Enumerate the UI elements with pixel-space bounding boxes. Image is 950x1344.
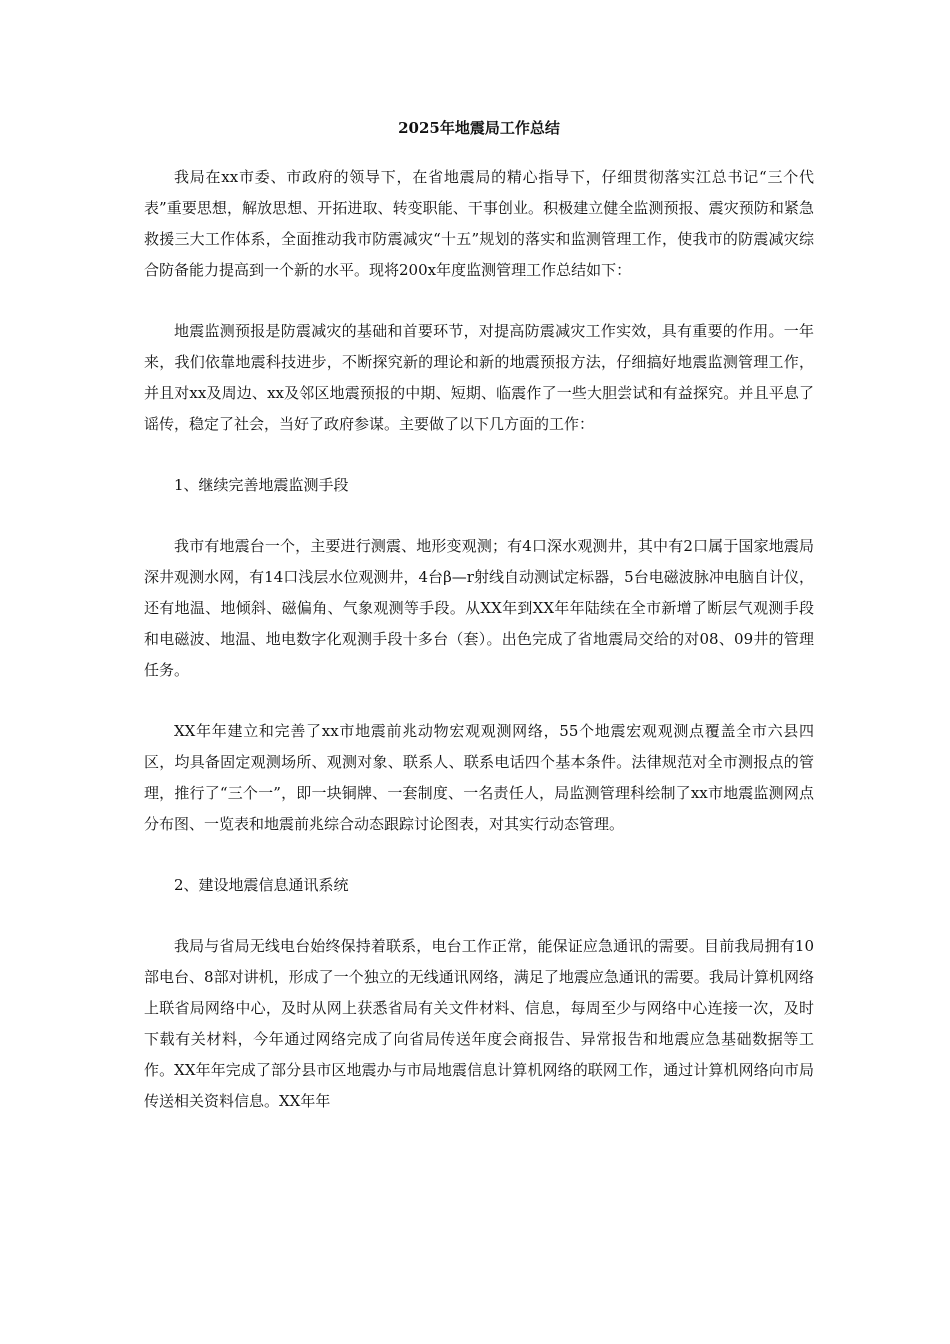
section-heading-monitoring-means: 1、继续完善地震监测手段 bbox=[174, 476, 349, 494]
section-heading-communication-system: 2、建设地震信息通讯系统 bbox=[174, 876, 349, 894]
paragraph-monitoring-equipment: 我市有地震台一个，主要进行测震、地形变观测；有4口深水观测井，其中有2口属于国家地震局深井观测水网，有14口浅层水位观测井，4台β—r射线自动测试定标器，5台电磁波脉冲电脑自计仪，还有地温、地倾斜、磁偏角、气象观测等手段。从XX年到XX年年陆续在全市新增了断层气观测手段和电磁波、地温、地电数字化观测手段十多台（套）。出色完成了省地震局交给的对08、09井的管理任务。 bbox=[144, 537, 814, 679]
document-title: 2025年地震局工作总结 bbox=[398, 119, 560, 137]
paragraph-intro: 我局在xx市委、市政府的领导下，在省地震局的精心指导下，仔细贯彻落实江总书记“三个代表”重要思想，解放思想、开拓进取、转变职能、干事创业。积极建立健全监测预报、震灾预防和紧急救援三大工作体系，全面推动我市防震减灾“十五”规划的落实和监测管理工作，使我市的防震减灾综合防备能力提高到一个新的水平。现将200x年度监测管理工作总结如下： bbox=[144, 168, 814, 279]
paragraph-observation-network: XX年年建立和完善了xx市地震前兆动物宏观观测网络，55个地震宏观观测点覆盖全市六县四区，均具备固定观测场所、观测对象、联系人、联系电话四个基本条件。法律规范对全市测报点的管理，推行了“三个一”，即一块铜牌、一套制度、一名责任人，局监测管理科绘制了xx市地震监测网点分布图、一览表和地震前兆综合动态跟踪讨论图表，对其实行动态管理。 bbox=[144, 722, 814, 833]
paragraph-monitoring-overview: 地震监测预报是防震减灾的基础和首要环节，对提高防震减灾工作实效，具有重要的作用。一年来，我们依靠地震科技进步，不断探究新的理论和新的地震预报方法，仔细搞好地震监测管理工作，并且对xx及周边、xx及邻区地震预报的中期、短期、临震作了一些大胆尝试和有益探究。并且平息了谣传，稳定了社会，当好了政府参谋。主要做了以下几方面的工作： bbox=[144, 322, 814, 433]
paragraph-communication-details: 我局与省局无线电台始终保持着联系，电台工作正常，能保证应急通讯的需要。目前我局拥有10部电台、8部对讲机，形成了一个独立的无线通讯网络，满足了地震应急通讯的需要。我局计算机网络上联省局网络中心，及时从网上获悉省局有关文件材料、信息，每周至少与网络中心连接一次，及时下载有关材料，今年通过网络完成了向省局传送年度会商报告、异常报告和地震应急基础数据等工作。XX年年完成了部分县市区地震办与市局地震信息计算机网络的联网工作，通过计算机网络向市局传送相关资料信息。XX年年 bbox=[144, 937, 814, 1110]
